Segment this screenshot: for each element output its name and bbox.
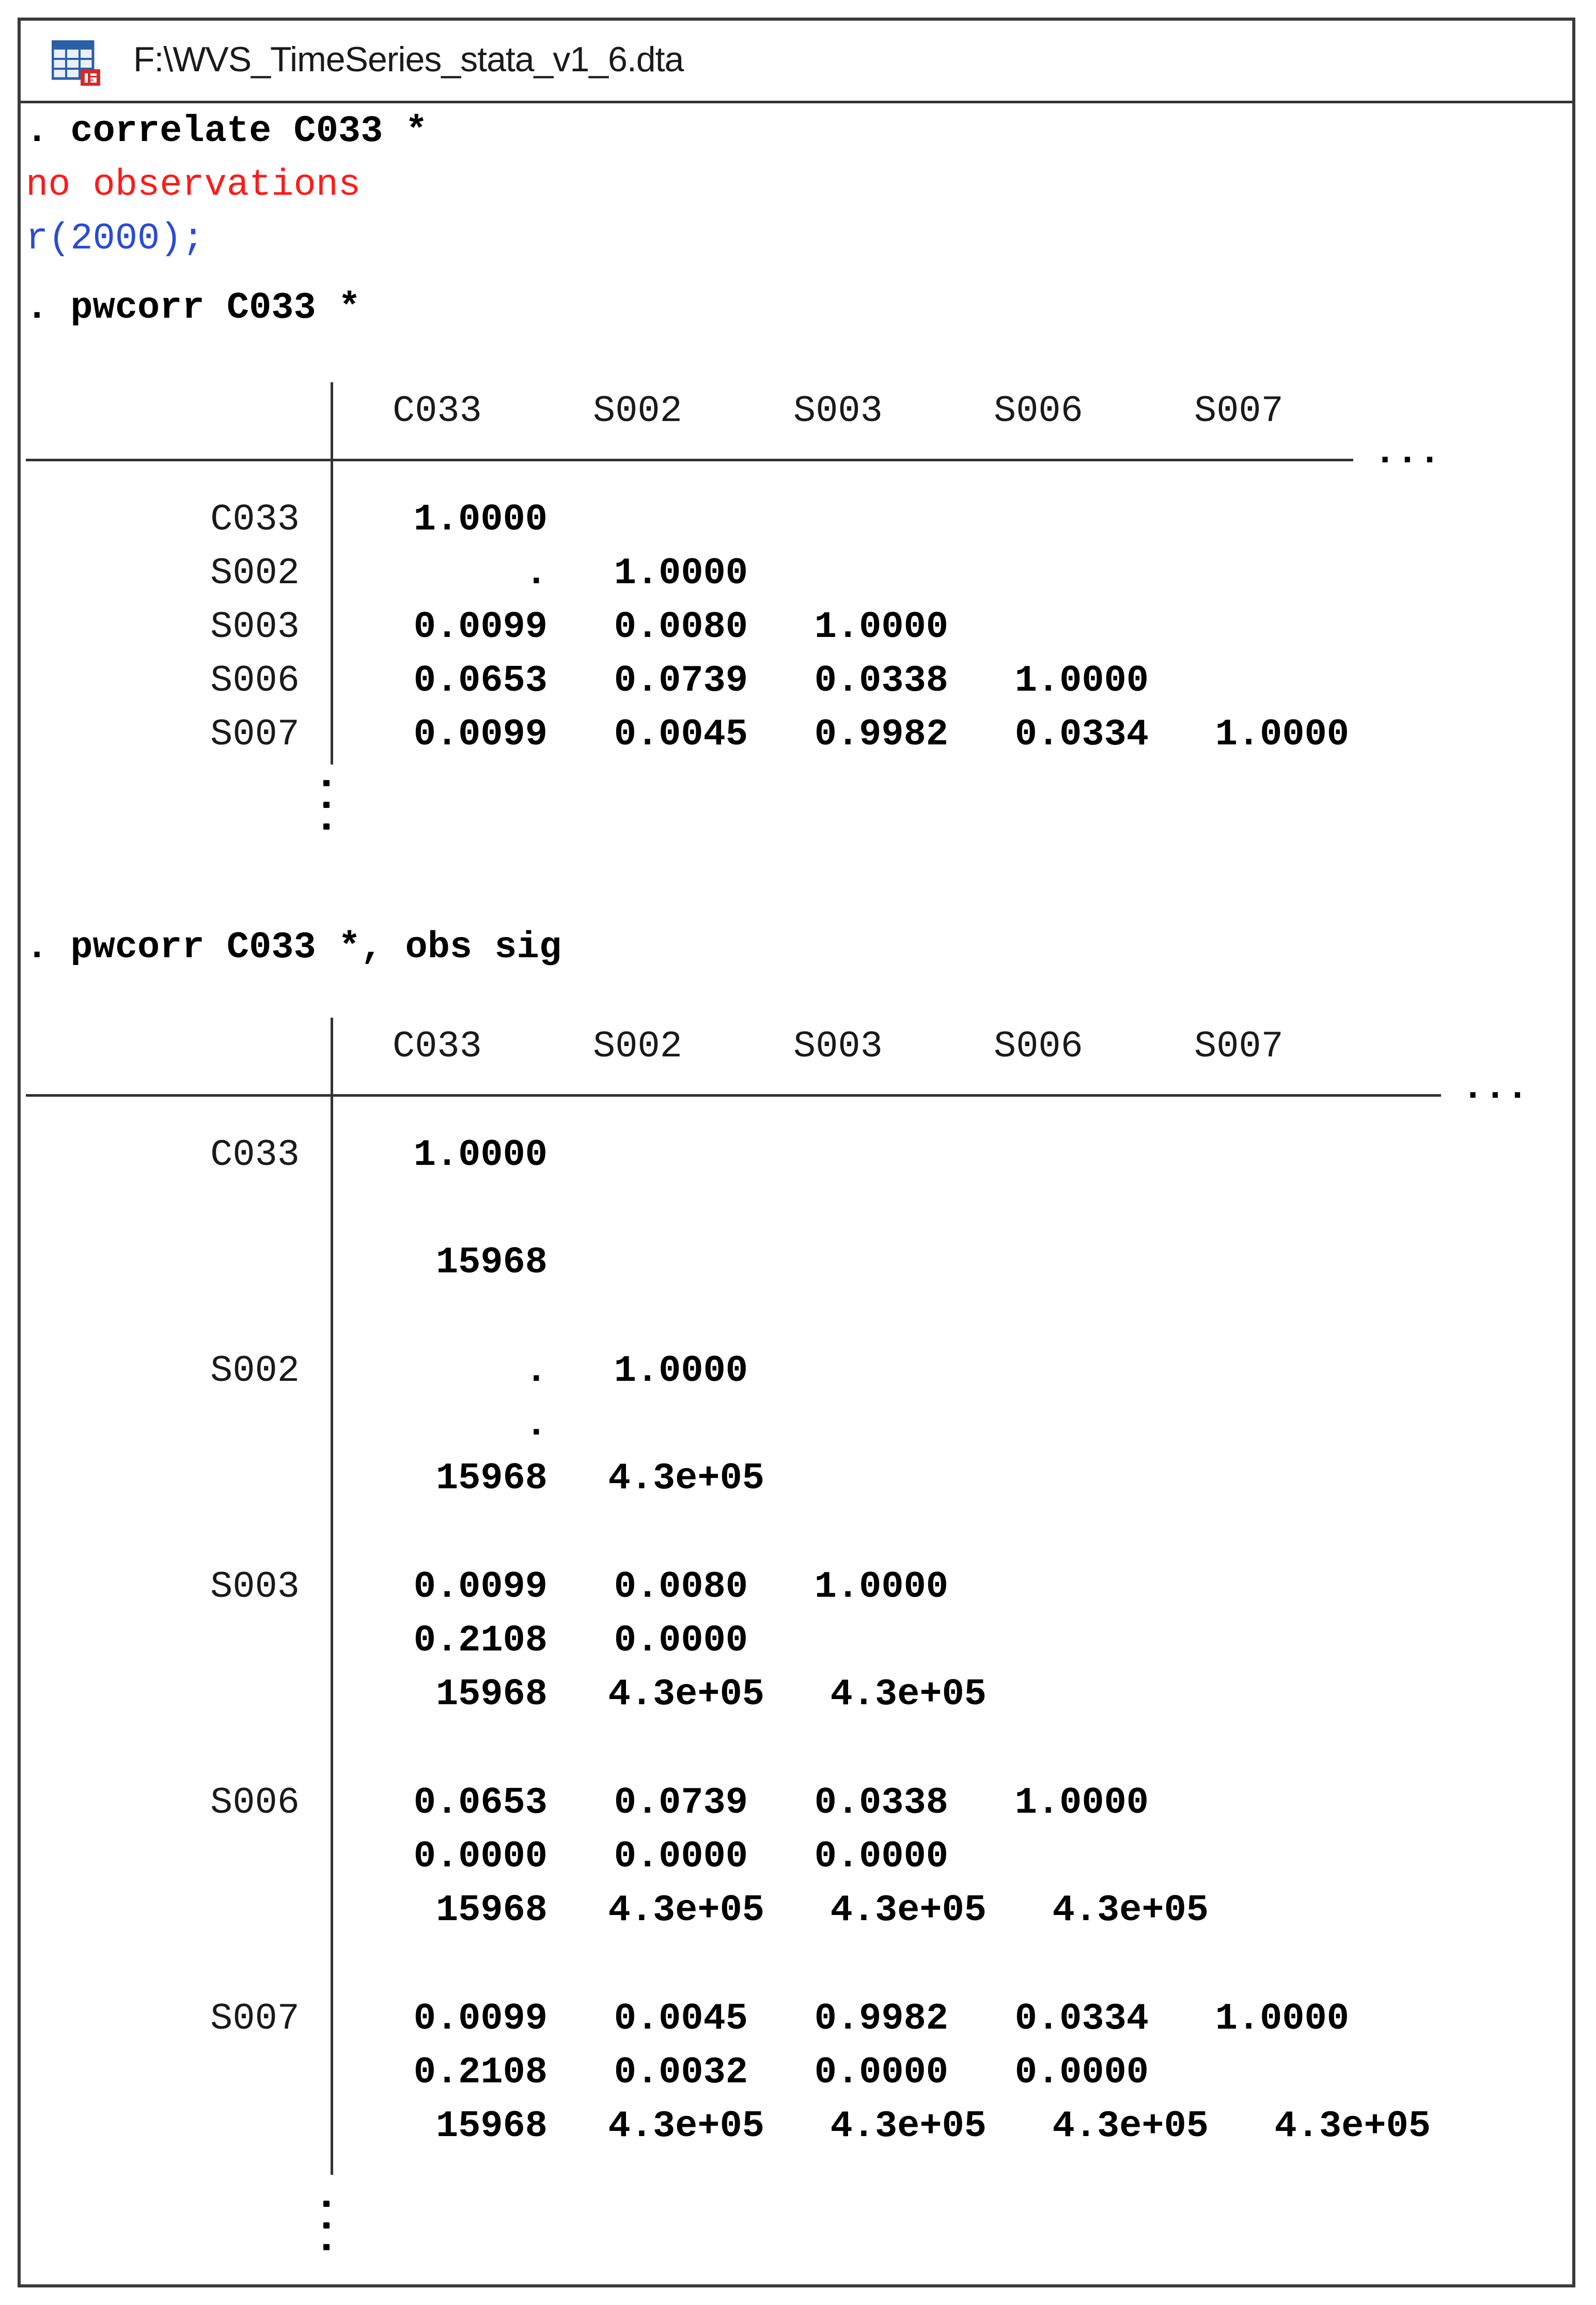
vertical-ellipsis bbox=[323, 780, 331, 845]
row-label: S002 bbox=[210, 552, 300, 595]
error-message: no observations bbox=[26, 164, 361, 206]
correlation-value: 0.0045 bbox=[614, 713, 748, 756]
column-header: S002 bbox=[593, 1025, 682, 1068]
window-title: F:\WVS_TimeSeries_stata_v1_6.dta bbox=[133, 40, 684, 79]
observation-count: 15968 bbox=[435, 1241, 547, 1284]
title-bar bbox=[21, 21, 1572, 103]
correlation-value: 1.0000 bbox=[814, 606, 948, 648]
correlation-value: . bbox=[525, 1350, 547, 1392]
correlation-value: 0.0045 bbox=[614, 1998, 748, 2040]
significance-value: 0.0032 bbox=[614, 2051, 748, 2094]
table-divider-vertical bbox=[331, 382, 333, 765]
correlation-value: 1.0000 bbox=[614, 1350, 748, 1392]
column-header: C033 bbox=[393, 390, 482, 432]
column-header: C033 bbox=[393, 1025, 482, 1068]
column-header: S003 bbox=[793, 1025, 883, 1068]
significance-value: 0.2108 bbox=[413, 2051, 547, 2094]
row-label: S006 bbox=[210, 660, 300, 702]
correlation-value: 0.0739 bbox=[614, 660, 748, 702]
observation-count: 15968 bbox=[435, 1889, 547, 1932]
significance-value: 0.0000 bbox=[614, 1619, 748, 1662]
row-label: S006 bbox=[210, 1782, 300, 1824]
row-label: S002 bbox=[210, 1350, 300, 1392]
column-header: S006 bbox=[994, 1025, 1083, 1068]
observation-count: 4.3e+05 bbox=[830, 1673, 987, 1716]
results-console bbox=[21, 103, 1572, 2284]
return-code: r(2000); bbox=[26, 217, 205, 260]
correlation-value: 1.0000 bbox=[1014, 1782, 1149, 1824]
correlation-value: 0.0099 bbox=[413, 713, 547, 756]
column-header: S006 bbox=[994, 390, 1083, 432]
correlation-value: 1.0000 bbox=[1215, 713, 1349, 756]
observation-count: 4.3e+05 bbox=[1274, 2105, 1431, 2147]
correlation-value: 0.0080 bbox=[614, 606, 748, 648]
correlation-value: 0.0739 bbox=[614, 1782, 748, 1824]
correlation-value: 1.0000 bbox=[1215, 1998, 1349, 2040]
observation-count: 4.3e+05 bbox=[830, 2105, 987, 2147]
correlation-value: 1.0000 bbox=[814, 1566, 948, 1608]
ellipsis-more-columns: ... bbox=[1374, 431, 1441, 474]
observation-count: 4.3e+05 bbox=[830, 1889, 987, 1932]
observation-count: 4.3e+05 bbox=[608, 2105, 764, 2147]
table-divider-horizontal bbox=[26, 459, 1353, 461]
correlation-value: 0.9982 bbox=[814, 1998, 948, 2040]
column-header: S007 bbox=[1194, 390, 1284, 432]
observation-count: 4.3e+05 bbox=[608, 1457, 764, 1500]
column-header: S003 bbox=[793, 390, 883, 432]
observation-count: 15968 bbox=[435, 2105, 547, 2147]
table-divider-horizontal bbox=[26, 1094, 1441, 1097]
data-grid-icon bbox=[52, 40, 101, 87]
significance-value: 0.0000 bbox=[814, 1835, 948, 1878]
correlation-value: 0.0099 bbox=[413, 606, 547, 648]
significance-value: 0.0000 bbox=[1014, 2051, 1149, 2094]
observation-count: 15968 bbox=[435, 1673, 547, 1716]
row-label: S003 bbox=[210, 606, 300, 648]
correlation-value: 1.0000 bbox=[413, 499, 547, 541]
row-label: S003 bbox=[210, 1566, 300, 1608]
correlation-value: 1.0000 bbox=[413, 1134, 547, 1176]
column-header: S002 bbox=[593, 390, 682, 432]
row-label: C033 bbox=[210, 1134, 300, 1176]
table-divider-vertical bbox=[331, 1018, 333, 2175]
correlation-value: 0.0099 bbox=[413, 1566, 547, 1608]
correlation-value: 0.0080 bbox=[614, 1566, 748, 1608]
column-header: S007 bbox=[1194, 1025, 1284, 1068]
observation-count: 4.3e+05 bbox=[1052, 2105, 1209, 2147]
row-label: S007 bbox=[210, 1998, 300, 2040]
correlation-value: 0.0653 bbox=[413, 660, 547, 702]
correlation-value: 0.0338 bbox=[814, 1782, 948, 1824]
correlation-value: 0.0334 bbox=[1014, 713, 1149, 756]
significance-value: 0.0000 bbox=[814, 2051, 948, 2094]
command-line-pwcorr: . pwcorr C033 * bbox=[26, 287, 361, 329]
command-line-correlate: . correlate C033 * bbox=[26, 110, 428, 152]
observation-count: 4.3e+05 bbox=[608, 1889, 764, 1932]
correlation-value: 0.0653 bbox=[413, 1782, 547, 1824]
observation-count: 4.3e+05 bbox=[1052, 1889, 1209, 1932]
correlation-value: 1.0000 bbox=[614, 552, 748, 595]
significance-value: 0.2108 bbox=[413, 1619, 547, 1662]
row-label: S007 bbox=[210, 713, 300, 756]
command-line-pwcorr-obs-sig: . pwcorr C033 *, obs sig bbox=[26, 926, 561, 969]
stata-results-window bbox=[18, 18, 1575, 2287]
row-label: C033 bbox=[210, 499, 300, 541]
correlation-value: 1.0000 bbox=[1014, 660, 1149, 702]
correlation-value: 0.0334 bbox=[1014, 1998, 1149, 2040]
correlation-value: 0.9982 bbox=[814, 713, 948, 756]
ellipsis-more-columns: ... bbox=[1462, 1067, 1529, 1109]
correlation-value: 0.0338 bbox=[814, 660, 948, 702]
observation-count: 4.3e+05 bbox=[608, 1673, 764, 1716]
vertical-ellipsis bbox=[323, 2201, 331, 2266]
correlation-value: . bbox=[525, 552, 547, 595]
observation-count: 15968 bbox=[435, 1457, 547, 1500]
significance-value: 0.0000 bbox=[413, 1835, 547, 1878]
significance-value: 0.0000 bbox=[614, 1835, 748, 1878]
significance-value: . bbox=[525, 1404, 547, 1446]
correlation-value: 0.0099 bbox=[413, 1998, 547, 2040]
